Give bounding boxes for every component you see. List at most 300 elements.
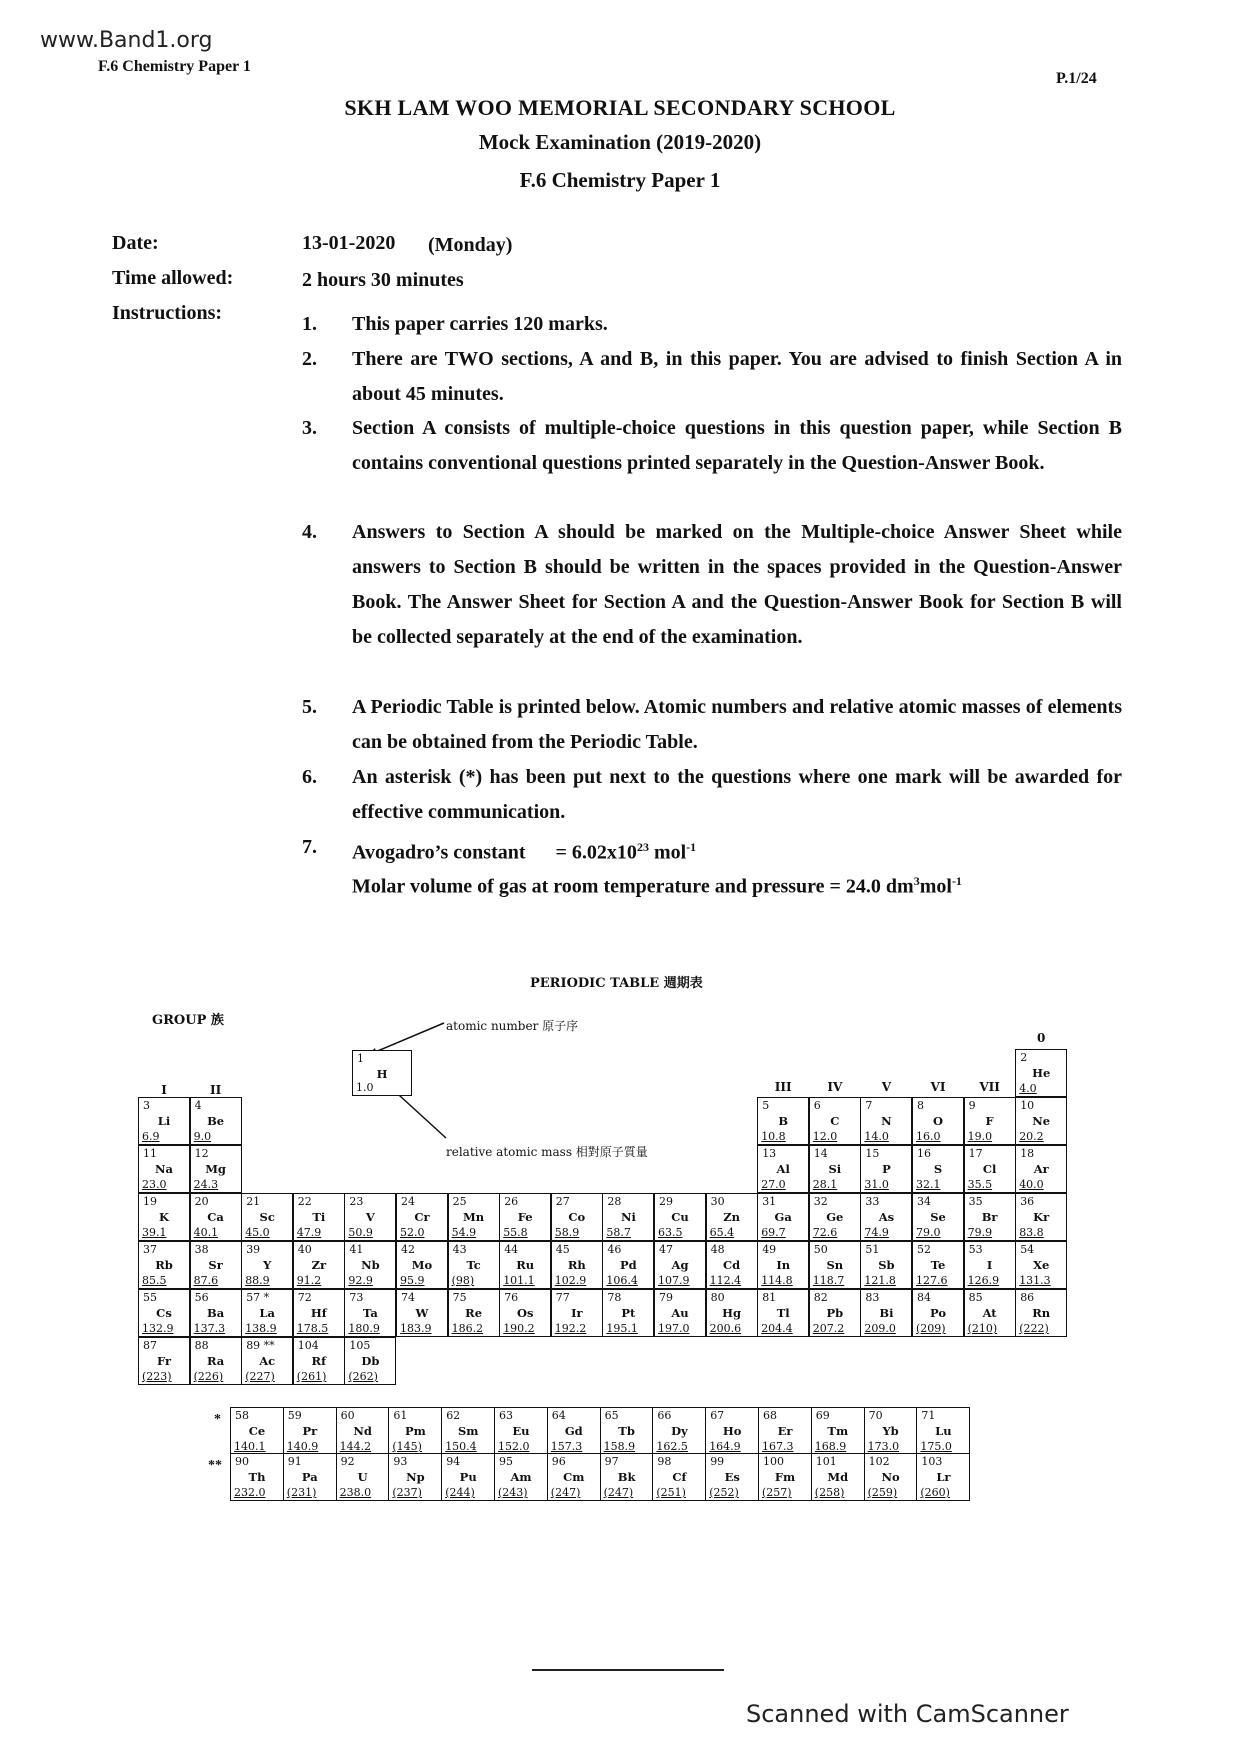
element-symbol: Al bbox=[776, 1162, 790, 1176]
group-header: II bbox=[209, 1083, 222, 1097]
atomic-number: 27 bbox=[555, 1195, 570, 1208]
atomic-number: 99 bbox=[710, 1455, 725, 1468]
atomic-mass: 167.3 bbox=[762, 1440, 794, 1453]
group-header: III bbox=[774, 1080, 792, 1094]
element-cell bbox=[388, 1407, 442, 1455]
element-cell bbox=[336, 1453, 390, 1501]
element-cell bbox=[705, 1407, 759, 1455]
atomic-number: 18 bbox=[1020, 1147, 1035, 1160]
element-symbol: Mo bbox=[411, 1258, 433, 1272]
element-symbol: Te bbox=[930, 1258, 946, 1272]
atomic-number: 35 bbox=[968, 1195, 983, 1208]
element-cell bbox=[600, 1453, 654, 1501]
atomic-mass: 162.5 bbox=[656, 1440, 688, 1453]
instruction-number: 4. bbox=[302, 521, 317, 543]
atomic-number: 24 bbox=[401, 1195, 415, 1208]
atomic-number: 2 bbox=[1020, 1051, 1028, 1064]
atomic-number: 22 bbox=[297, 1195, 312, 1208]
atomic-number: 74 bbox=[401, 1291, 415, 1304]
atomic-number: 23 bbox=[349, 1195, 364, 1208]
atomic-mass: 178.5 bbox=[296, 1322, 329, 1335]
element-symbol: Re bbox=[465, 1306, 483, 1320]
paper-title: F.6 Chemistry Paper 1 bbox=[519, 168, 721, 192]
element-cell bbox=[241, 1193, 293, 1241]
element-cell bbox=[283, 1407, 337, 1455]
element-cell bbox=[138, 1145, 190, 1193]
exam-title: Mock Examination (2019-2020) bbox=[478, 130, 762, 154]
element-symbol: Pm bbox=[404, 1424, 426, 1438]
atomic-number: 94 bbox=[446, 1455, 461, 1468]
atomic-number: 73 bbox=[349, 1291, 364, 1304]
element-cell bbox=[499, 1241, 551, 1289]
element-cell bbox=[344, 1241, 396, 1289]
element-cell bbox=[809, 1097, 861, 1145]
date-label: Date: bbox=[112, 232, 159, 254]
atomic-number: 15 bbox=[865, 1147, 880, 1160]
atomic-number: 92 bbox=[340, 1455, 355, 1468]
atomic-mass: 137.3 bbox=[193, 1322, 226, 1335]
atomic-number: 21 bbox=[246, 1195, 261, 1208]
atomic-mass: (257) bbox=[762, 1486, 792, 1499]
element-symbol: C bbox=[830, 1114, 840, 1128]
element-symbol: Fm bbox=[774, 1470, 796, 1484]
element-cell bbox=[757, 1241, 809, 1289]
atomic-number: 16 bbox=[917, 1147, 931, 1160]
atomic-mass: 140.9 bbox=[286, 1440, 319, 1453]
element-symbol: Rh bbox=[567, 1258, 586, 1272]
element-symbol: Cr bbox=[414, 1210, 430, 1224]
element-symbol: Tl bbox=[776, 1306, 790, 1320]
atomic-mass: (237) bbox=[392, 1486, 422, 1499]
atomic-number: 49 bbox=[762, 1243, 777, 1256]
element-symbol: Pb bbox=[826, 1306, 844, 1320]
atomic-mass: 190.2 bbox=[503, 1322, 535, 1335]
atomic-number: 8 bbox=[917, 1099, 924, 1112]
element-symbol: Li bbox=[157, 1114, 171, 1128]
element-symbol: Rb bbox=[155, 1258, 173, 1272]
element-cell bbox=[811, 1407, 865, 1455]
atomic-number: 53 bbox=[968, 1243, 983, 1256]
element-cell bbox=[241, 1337, 293, 1385]
element-cell bbox=[336, 1407, 390, 1455]
atomic-mass: (251) bbox=[656, 1486, 686, 1499]
atomic-mass: (243) bbox=[498, 1486, 528, 1499]
element-cell bbox=[396, 1193, 448, 1241]
element-cell bbox=[241, 1289, 293, 1337]
element-symbol: Cu bbox=[671, 1210, 689, 1224]
atomic-mass: 50.9 bbox=[348, 1226, 373, 1239]
element-symbol: Pt bbox=[621, 1306, 636, 1320]
atomic-mass: 55.8 bbox=[503, 1226, 528, 1239]
element-cell bbox=[551, 1193, 603, 1241]
element-symbol: No bbox=[881, 1470, 900, 1484]
element-symbol: Ra bbox=[206, 1354, 225, 1368]
atomic-mass: 186.2 bbox=[451, 1322, 484, 1335]
atomic-number: 42 bbox=[401, 1243, 415, 1256]
element-cell bbox=[964, 1241, 1016, 1289]
element-cell bbox=[344, 1337, 396, 1385]
atomic-mass: 54.9 bbox=[451, 1226, 477, 1239]
element-symbol: Cd bbox=[722, 1258, 741, 1272]
molar-volume: Molar volume of gas at room temperature and pressure = 24.0 $dm^3mol^{-1}$ bbox=[352, 874, 962, 898]
atomic-number: 98 bbox=[657, 1455, 672, 1468]
atomic-mass: 40.0 bbox=[1019, 1178, 1044, 1191]
atomic-number: 82 bbox=[813, 1291, 828, 1304]
element-symbol: Am bbox=[510, 1470, 532, 1484]
element-cell bbox=[916, 1407, 970, 1455]
element-symbol: Fr bbox=[156, 1354, 172, 1368]
element-symbol: Mn bbox=[463, 1210, 485, 1224]
element-cell bbox=[1015, 1145, 1067, 1193]
atomic-mass: 69.7 bbox=[761, 1226, 786, 1239]
element-symbol: Zn bbox=[723, 1210, 740, 1224]
atomic-number: 50 bbox=[813, 1243, 828, 1256]
school-name: SKH LAM WOO MEMORIAL SECONDARY SCHOOL bbox=[344, 95, 896, 120]
atomic-mass: 12.0 bbox=[812, 1130, 838, 1143]
atomic-mass: 207.2 bbox=[812, 1322, 845, 1335]
atomic-number: 81 bbox=[762, 1291, 777, 1304]
atomic-number: 84 bbox=[917, 1291, 931, 1304]
date-value: 13-01-2020 bbox=[302, 232, 396, 254]
atomic-mass: 168.9 bbox=[814, 1440, 847, 1453]
atomic-mass: (252) bbox=[709, 1486, 739, 1499]
atomic-number: 91 bbox=[287, 1455, 302, 1468]
instruction-number: 2. bbox=[302, 348, 317, 370]
element-symbol: Rf bbox=[311, 1354, 327, 1368]
element-symbol: Na bbox=[155, 1162, 173, 1176]
atomic-number: 96 bbox=[551, 1455, 566, 1468]
page-number: P.1/24 bbox=[1056, 70, 1097, 87]
element-symbol: Lu bbox=[935, 1424, 952, 1438]
element-symbol: Ga bbox=[774, 1210, 792, 1224]
atomic-number: 72 bbox=[297, 1291, 312, 1304]
element-cell bbox=[809, 1289, 861, 1337]
element-symbol: Ag bbox=[671, 1258, 689, 1272]
atomic-mass: 63.5 bbox=[658, 1226, 683, 1239]
element-symbol: Cm bbox=[563, 1470, 585, 1484]
atomic-mass: (262) bbox=[348, 1370, 378, 1383]
instruction-item bbox=[302, 760, 1122, 830]
element-cell bbox=[654, 1241, 706, 1289]
element-symbol: Gd bbox=[564, 1424, 583, 1438]
atomic-mass: 197.0 bbox=[658, 1322, 690, 1335]
atomic-number: 61 bbox=[393, 1409, 408, 1422]
element-cell bbox=[860, 1241, 912, 1289]
atomic-number: 90 bbox=[235, 1455, 249, 1468]
element-cell bbox=[448, 1193, 500, 1241]
atomic-number: 40 bbox=[297, 1243, 312, 1256]
element-symbol: Ne bbox=[1032, 1114, 1051, 1128]
atomic-number: 19 bbox=[143, 1195, 157, 1208]
element-cell bbox=[1015, 1049, 1067, 1097]
instruction-item bbox=[302, 342, 1122, 412]
element-symbol: Sc bbox=[259, 1210, 275, 1224]
element-cell bbox=[441, 1453, 495, 1501]
element-cell bbox=[283, 1453, 337, 1501]
actinide-marker: ** bbox=[208, 1458, 222, 1473]
element-cell bbox=[190, 1193, 242, 1241]
element-cell bbox=[494, 1407, 548, 1455]
atomic-number: 97 bbox=[604, 1455, 619, 1468]
atomic-mass: 85.5 bbox=[142, 1274, 167, 1287]
element-cell bbox=[494, 1453, 548, 1501]
atomic-mass: 95.9 bbox=[400, 1274, 425, 1287]
element-cell bbox=[811, 1453, 865, 1501]
atomic-number: 51 bbox=[865, 1243, 880, 1256]
element-cell bbox=[602, 1193, 654, 1241]
atomic-mass: (259) bbox=[867, 1486, 898, 1499]
atomic-number: 56 bbox=[194, 1291, 209, 1304]
element-symbol: Er bbox=[777, 1424, 793, 1438]
element-symbol: Ni bbox=[620, 1210, 636, 1224]
element-cell bbox=[293, 1241, 345, 1289]
relative-mass-annotation: relative atomic mass 相對原子質量 bbox=[446, 1145, 648, 1159]
element-symbol: F bbox=[985, 1114, 994, 1128]
element-symbol: Br bbox=[981, 1210, 998, 1224]
instruction-text: A Periodic Table is printed below. Atomic numbers and relative atomic masses of elements can be obtained from the Periodic Table. bbox=[352, 696, 1122, 753]
element-symbol: Sr bbox=[208, 1258, 223, 1272]
element-cell bbox=[551, 1289, 603, 1337]
element-symbol: Hf bbox=[310, 1306, 327, 1320]
element-cell bbox=[448, 1289, 500, 1337]
element-cell bbox=[809, 1241, 861, 1289]
element-cell bbox=[654, 1289, 706, 1337]
key-cell-hydrogen: 1 H 1.0 bbox=[352, 1050, 412, 1096]
atomic-mass: 157.3 bbox=[550, 1440, 583, 1453]
atomic-mass: 14.0 bbox=[864, 1130, 889, 1143]
atomic-number: 13 bbox=[762, 1147, 777, 1160]
atomic-number: 46 bbox=[607, 1243, 622, 1256]
element-cell bbox=[964, 1097, 1016, 1145]
atomic-number: 39 bbox=[246, 1243, 261, 1256]
atomic-number: 38 bbox=[194, 1243, 209, 1256]
atomic-number: 78 bbox=[607, 1291, 622, 1304]
element-cell bbox=[705, 1453, 759, 1501]
atomic-mass: 88.9 bbox=[245, 1274, 270, 1287]
element-symbol: Ar bbox=[1033, 1162, 1049, 1176]
atomic-mass: 144.2 bbox=[339, 1440, 372, 1453]
atomic-mass: 52.0 bbox=[400, 1226, 425, 1239]
atomic-mass: 6.9 bbox=[142, 1130, 160, 1143]
element-cell bbox=[230, 1453, 284, 1501]
element-symbol: N bbox=[881, 1114, 892, 1128]
atomic-mass: 114.8 bbox=[761, 1274, 793, 1287]
atomic-mass: 32.1 bbox=[916, 1178, 941, 1191]
atomic-number: 71 bbox=[921, 1409, 936, 1422]
element-symbol: Mg bbox=[205, 1162, 226, 1176]
atomic-mass: 164.9 bbox=[709, 1440, 741, 1453]
element-cell bbox=[757, 1097, 809, 1145]
atomic-mass: 58.9 bbox=[554, 1226, 580, 1239]
element-cell bbox=[809, 1193, 861, 1241]
atomic-mass: 180.9 bbox=[348, 1322, 380, 1335]
element-symbol: P bbox=[882, 1162, 891, 1176]
atomic-number: 66 bbox=[657, 1409, 672, 1422]
element-cell bbox=[600, 1407, 654, 1455]
element-symbol: Pa bbox=[301, 1470, 318, 1484]
atomic-mass: (210) bbox=[967, 1322, 998, 1335]
element-symbol: Zr bbox=[311, 1258, 327, 1272]
atomic-mass: 79.0 bbox=[916, 1226, 941, 1239]
atomic-mass: 58.7 bbox=[606, 1226, 631, 1239]
element-symbol: Lr bbox=[936, 1470, 951, 1484]
atomic-mass: 9.0 bbox=[193, 1130, 212, 1143]
scanner-watermark: Scanned with CamScanner bbox=[746, 1700, 1069, 1728]
element-cell bbox=[964, 1193, 1016, 1241]
atomic-mass: 65.4 bbox=[709, 1226, 735, 1239]
atomic-mass: 102.9 bbox=[554, 1274, 587, 1287]
element-cell bbox=[860, 1193, 912, 1241]
group-header: V bbox=[881, 1080, 892, 1094]
group-header: VI bbox=[930, 1080, 946, 1094]
atomic-mass: (209) bbox=[916, 1322, 946, 1335]
element-symbol: U bbox=[357, 1470, 368, 1484]
time-label: Time allowed: bbox=[112, 267, 234, 289]
instruction-item bbox=[302, 411, 1122, 481]
atomic-number: 36 bbox=[1020, 1195, 1035, 1208]
element-symbol: Th bbox=[248, 1470, 266, 1484]
atomic-number: 45 bbox=[555, 1243, 570, 1256]
atomic-mass: 10.8 bbox=[761, 1130, 786, 1143]
element-cell bbox=[912, 1193, 964, 1241]
atomic-mass: 192.2 bbox=[554, 1322, 587, 1335]
group-label: GROUP 族 bbox=[152, 1013, 224, 1028]
element-symbol: Ge bbox=[826, 1210, 844, 1224]
atomic-number: 9 bbox=[968, 1099, 976, 1112]
element-symbol: Nb bbox=[361, 1258, 380, 1272]
atomic-mass: (231) bbox=[286, 1486, 317, 1499]
atomic-mass: 19.0 bbox=[967, 1130, 993, 1143]
atomic-mass: 138.9 bbox=[245, 1322, 277, 1335]
element-symbol: Ac bbox=[259, 1354, 276, 1368]
instruction-number: 3. bbox=[302, 417, 317, 439]
element-cell bbox=[293, 1193, 345, 1241]
atomic-number: 59 bbox=[287, 1409, 302, 1422]
atomic-number: 85 bbox=[968, 1291, 983, 1304]
atomic-mass: 40.1 bbox=[193, 1226, 219, 1239]
atomic-mass: 92.9 bbox=[348, 1274, 373, 1287]
element-symbol: Pu bbox=[459, 1470, 477, 1484]
atomic-number: 10 bbox=[1020, 1099, 1035, 1112]
element-symbol: S bbox=[933, 1162, 943, 1176]
atomic-number: 101 bbox=[815, 1455, 837, 1468]
instruction-number: 1. bbox=[302, 313, 317, 335]
element-cell bbox=[758, 1407, 812, 1455]
atomic-number: 17 bbox=[968, 1147, 983, 1160]
atomic-mass: (247) bbox=[550, 1486, 581, 1499]
atomic-number-annotation: atomic number 原子序 bbox=[446, 1019, 579, 1033]
element-cell bbox=[138, 1289, 190, 1337]
element-cell bbox=[964, 1145, 1016, 1193]
atomic-number: 69 bbox=[815, 1409, 830, 1422]
atomic-number: 31 bbox=[762, 1195, 777, 1208]
atomic-number: 88 bbox=[194, 1339, 209, 1352]
paper-subheader: F.6 Chemistry Paper 1 bbox=[98, 58, 251, 75]
element-cell bbox=[190, 1241, 242, 1289]
element-cell bbox=[1015, 1097, 1067, 1145]
atomic-mass: (227) bbox=[245, 1370, 275, 1383]
element-symbol: He bbox=[1032, 1066, 1051, 1080]
element-symbol: Pr bbox=[302, 1424, 318, 1438]
element-symbol: La bbox=[259, 1306, 275, 1320]
element-cell bbox=[757, 1289, 809, 1337]
atomic-mass: 87.6 bbox=[193, 1274, 219, 1287]
atomic-number: 52 bbox=[917, 1243, 931, 1256]
element-cell bbox=[499, 1193, 551, 1241]
instruction-text: An asterisk (*) has been put next to the questions where one mark will be awarded for effective communication. bbox=[352, 766, 1122, 823]
atomic-number: 20 bbox=[194, 1195, 209, 1208]
atomic-number: 104 bbox=[297, 1339, 319, 1352]
element-symbol: Au bbox=[671, 1306, 689, 1320]
atomic-number: 100 bbox=[763, 1455, 784, 1468]
element-symbol: Db bbox=[361, 1354, 380, 1368]
element-symbol: K bbox=[159, 1210, 169, 1224]
element-cell bbox=[190, 1097, 242, 1145]
element-cell bbox=[396, 1289, 448, 1337]
element-cell bbox=[912, 1097, 964, 1145]
element-symbol: Tm bbox=[827, 1424, 849, 1438]
element-symbol: O bbox=[932, 1114, 944, 1128]
element-cell bbox=[757, 1145, 809, 1193]
time-value: 2 hours 30 minutes bbox=[302, 269, 464, 291]
element-symbol: Po bbox=[929, 1306, 946, 1320]
atomic-mass: 131.3 bbox=[1019, 1274, 1051, 1287]
instruction-text: Section A consists of multiple-choice questions in this question paper, while Section B contains conventional questions printed separately in the Question-Answer Book. bbox=[352, 417, 1122, 474]
atomic-number: 32 bbox=[813, 1195, 828, 1208]
atomic-mass: 79.9 bbox=[967, 1226, 993, 1239]
atomic-number: 37 bbox=[143, 1243, 157, 1256]
atomic-number: 33 bbox=[865, 1195, 880, 1208]
atomic-mass: 132.9 bbox=[142, 1322, 174, 1335]
atomic-mass: 126.9 bbox=[967, 1274, 1000, 1287]
element-cell bbox=[912, 1289, 964, 1337]
element-cell bbox=[388, 1453, 442, 1501]
atomic-mass: (145) bbox=[392, 1440, 422, 1453]
element-cell bbox=[190, 1145, 242, 1193]
atomic-number: 5 bbox=[762, 1099, 770, 1112]
element-cell bbox=[654, 1193, 706, 1241]
atomic-mass: 204.4 bbox=[761, 1322, 793, 1335]
element-cell bbox=[809, 1145, 861, 1193]
atomic-number: 89 ** bbox=[246, 1339, 275, 1352]
atomic-mass: 121.8 bbox=[864, 1274, 896, 1287]
atomic-mass: 91.2 bbox=[296, 1274, 322, 1287]
atomic-mass: 238.0 bbox=[339, 1486, 372, 1499]
atomic-number: 14 bbox=[813, 1147, 828, 1160]
element-cell bbox=[138, 1241, 190, 1289]
group-header: 0 bbox=[1037, 1031, 1046, 1045]
atomic-number: 70 bbox=[868, 1409, 883, 1422]
atomic-mass: 72.6 bbox=[812, 1226, 838, 1239]
atomic-mass: 23.0 bbox=[142, 1178, 167, 1191]
atomic-mass: (247) bbox=[603, 1486, 634, 1499]
element-symbol: Hg bbox=[722, 1306, 742, 1320]
element-symbol: Cl bbox=[982, 1162, 997, 1176]
atomic-mass: 140.1 bbox=[234, 1440, 266, 1453]
atomic-number: 65 bbox=[604, 1409, 619, 1422]
atomic-mass: 158.9 bbox=[603, 1440, 636, 1453]
atomic-mass: (261) bbox=[296, 1370, 327, 1383]
element-symbol: As bbox=[878, 1210, 895, 1224]
element-cell bbox=[547, 1453, 601, 1501]
element-cell bbox=[190, 1337, 242, 1385]
atomic-mass: 150.4 bbox=[445, 1440, 477, 1453]
atomic-number: 12 bbox=[194, 1147, 209, 1160]
element-symbol: Sn bbox=[826, 1258, 844, 1272]
atomic-number: 76 bbox=[504, 1291, 519, 1304]
atomic-mass: (223) bbox=[142, 1370, 172, 1383]
element-symbol: W bbox=[415, 1306, 429, 1320]
